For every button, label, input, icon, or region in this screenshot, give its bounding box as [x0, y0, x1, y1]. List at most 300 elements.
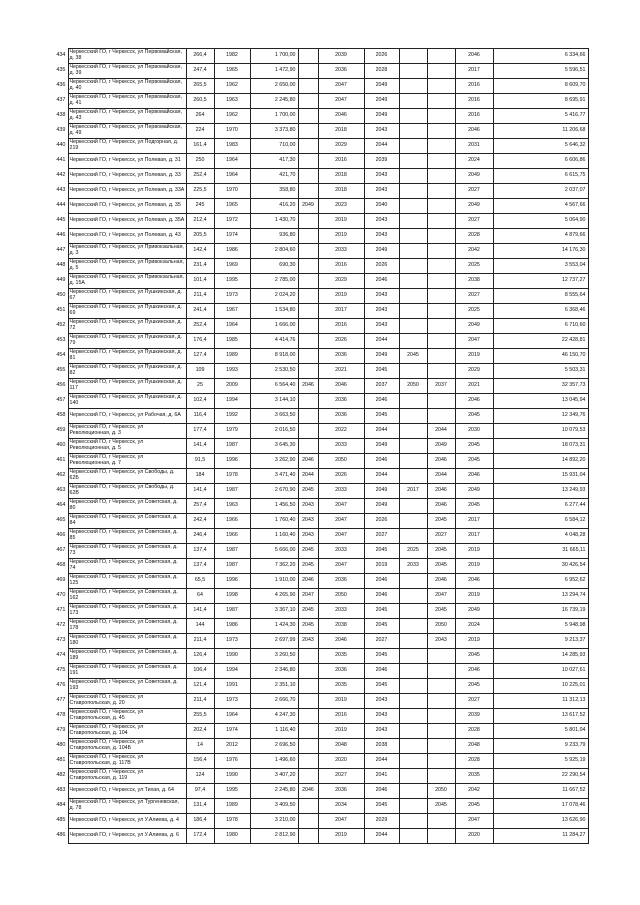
- period-5-cell: [427, 394, 455, 409]
- area-cell: 65,5: [186, 574, 214, 589]
- period-1-cell: 2045: [298, 559, 318, 574]
- address-cell: Черкесский ГО, г Черкесск, ул Полевая, д. 33А: [68, 184, 186, 199]
- total-cell: 11 284,27: [493, 829, 588, 844]
- address-cell: Черкесский ГО, г Черкесск, ул Пушкинская, д. 72: [68, 319, 186, 334]
- period-1-cell: [298, 739, 318, 754]
- total-cell: 3 553,04: [493, 259, 588, 274]
- period-3-cell: 2043: [364, 304, 399, 319]
- total-cell: 14 892,20: [493, 454, 588, 469]
- period-4-cell: [399, 694, 427, 709]
- year-built-cell: 1964: [214, 154, 250, 169]
- period-1-cell: [298, 154, 318, 169]
- table-row: [54, 49, 588, 64]
- period-1-cell: [298, 709, 318, 724]
- total-cell: 46 150,70: [493, 349, 588, 364]
- cost-cell: 1 700,00: [250, 49, 298, 64]
- cost-cell: 2 650,00: [250, 79, 298, 94]
- period-5-cell: [427, 649, 455, 664]
- period-4-cell: [399, 634, 427, 649]
- period-1-cell: [298, 364, 318, 379]
- area-cell: 247,4: [186, 64, 214, 79]
- cost-cell: 690,30: [250, 259, 298, 274]
- period-6-cell: 2025: [455, 304, 493, 319]
- address-cell: Черкесский ГО, г Черкесск, ул Первомайская, д. 43: [68, 109, 186, 124]
- period-2-cell: 2018: [318, 124, 364, 139]
- cost-cell: 2 670,90: [250, 484, 298, 499]
- row-number: 439: [56, 127, 66, 134]
- period-1-cell: [298, 799, 318, 814]
- period-1-cell: [298, 319, 318, 334]
- year-built-cell: 1962: [214, 109, 250, 124]
- period-4-cell: [399, 739, 427, 754]
- area-cell: 255,5: [186, 709, 214, 724]
- total-cell: 12 737,27: [493, 274, 588, 289]
- row-number: 464: [56, 502, 66, 509]
- period-5-cell: [427, 664, 455, 679]
- table-row: [54, 409, 588, 424]
- row-number: 452: [56, 322, 66, 329]
- row-number: 437: [56, 97, 66, 104]
- table-row: [54, 634, 588, 649]
- period-5-cell: 2037: [427, 379, 455, 394]
- address-cell: Черкесский ГО, г Черкесск, ул Ставропольская, д. 104: [68, 724, 186, 739]
- period-3-cell: 2045: [364, 544, 399, 559]
- period-5-cell: 2044: [427, 469, 455, 484]
- period-3-cell: 2046: [364, 574, 399, 589]
- period-2-cell: 2036: [318, 64, 364, 79]
- period-2-cell: 2035: [318, 679, 364, 694]
- area-cell: 212,4: [186, 214, 214, 229]
- cost-cell: 416,20: [250, 199, 298, 214]
- period-5-cell: 2027: [427, 529, 455, 544]
- year-built-cell: 1987: [214, 439, 250, 454]
- area-cell: 184: [186, 469, 214, 484]
- period-3-cell: 2045: [364, 679, 399, 694]
- table-row: [54, 664, 588, 679]
- cost-cell: 3 409,50: [250, 799, 298, 814]
- total-cell: 6 952,62: [493, 574, 588, 589]
- period-4-cell: 2045: [399, 349, 427, 364]
- area-cell: 25: [186, 379, 214, 394]
- period-5-cell: [427, 184, 455, 199]
- period-6-cell: 2016: [455, 109, 493, 124]
- total-cell: 5 925,19: [493, 754, 588, 769]
- total-cell: 5 948,98: [493, 619, 588, 634]
- period-3-cell: 2045: [364, 649, 399, 664]
- period-4-cell: [399, 589, 427, 604]
- period-1-cell: [298, 754, 318, 769]
- address-cell: Черкесский ГО, г Черкесск, ул Первомайская, д. 41: [68, 94, 186, 109]
- period-1-cell: [298, 244, 318, 259]
- table-row: [54, 604, 588, 619]
- period-5-cell: [427, 229, 455, 244]
- period-6-cell: 2027: [455, 694, 493, 709]
- period-4-cell: 2017: [399, 484, 427, 499]
- table-row: [54, 574, 588, 589]
- row-number: 451: [56, 307, 66, 314]
- period-4-cell: [399, 274, 427, 289]
- row-number: 446: [56, 232, 66, 239]
- period-3-cell: 2026: [364, 514, 399, 529]
- period-2-cell: 2035: [318, 649, 364, 664]
- area-cell: 141,4: [186, 484, 214, 499]
- period-4-cell: [399, 424, 427, 439]
- period-4-cell: [399, 334, 427, 349]
- period-5-cell: 2045: [427, 514, 455, 529]
- table-row: [54, 379, 588, 394]
- period-1-cell: 2046: [298, 574, 318, 589]
- period-1-cell: [298, 214, 318, 229]
- table-row: [54, 334, 588, 349]
- cost-cell: 2 697,99: [250, 634, 298, 649]
- period-5-cell: [427, 274, 455, 289]
- period-5-cell: [427, 679, 455, 694]
- table-row: [54, 349, 588, 364]
- cost-cell: 2 696,50: [250, 739, 298, 754]
- year-built-cell: 1996: [214, 574, 250, 589]
- period-2-cell: 2022: [318, 424, 364, 439]
- year-built-cell: 1987: [214, 604, 250, 619]
- area-cell: 102,4: [186, 394, 214, 409]
- table-row: [54, 544, 588, 559]
- cost-cell: 358,80: [250, 184, 298, 199]
- period-2-cell: 2029: [318, 274, 364, 289]
- cost-cell: 1 116,40: [250, 724, 298, 739]
- area-cell: 211,4: [186, 634, 214, 649]
- period-2-cell: 2036: [318, 409, 364, 424]
- period-1-cell: [298, 409, 318, 424]
- period-3-cell: 2046: [364, 394, 399, 409]
- period-2-cell: 2036: [318, 784, 364, 799]
- period-4-cell: [399, 514, 427, 529]
- address-cell: Черкесский ГО, г Черкесск, ул Советская, д. 74: [68, 559, 186, 574]
- address-cell: Черкесский ГО, г Черкесск, ул Пушкинская, д. 69: [68, 304, 186, 319]
- period-3-cell: 2026: [364, 259, 399, 274]
- period-4-cell: [399, 229, 427, 244]
- row-number: 455: [56, 367, 66, 374]
- row-number: 477: [56, 697, 66, 704]
- period-4-cell: [399, 49, 427, 64]
- cost-cell: 3 407,20: [250, 769, 298, 784]
- period-5-cell: [427, 64, 455, 79]
- address-cell: Черкесский ГО, г Черкесск, ул Советская, д. 178: [68, 619, 186, 634]
- area-cell: 142,4: [186, 244, 214, 259]
- period-4-cell: [399, 784, 427, 799]
- year-built-cell: 1998: [214, 589, 250, 604]
- period-3-cell: 2043: [364, 724, 399, 739]
- period-3-cell: 2040: [364, 199, 399, 214]
- period-3-cell: 2046: [364, 454, 399, 469]
- period-5-cell: [427, 334, 455, 349]
- area-cell: 257,4: [186, 499, 214, 514]
- year-built-cell: 2012: [214, 739, 250, 754]
- year-built-cell: 1978: [214, 469, 250, 484]
- period-5-cell: [427, 409, 455, 424]
- area-cell: 14: [186, 739, 214, 754]
- period-3-cell: 2039: [364, 154, 399, 169]
- period-4-cell: [399, 439, 427, 454]
- total-cell: 17 078,46: [493, 799, 588, 814]
- row-number: 435: [56, 67, 66, 74]
- period-3-cell: 2049: [364, 439, 399, 454]
- period-3-cell: 2049: [364, 109, 399, 124]
- period-5-cell: [427, 244, 455, 259]
- address-cell: Черкесский ГО, г Черкесск, ул Советская, д. 84: [68, 514, 186, 529]
- cost-cell: 421,70: [250, 169, 298, 184]
- total-cell: 14 285,93: [493, 649, 588, 664]
- year-built-cell: 1966: [214, 529, 250, 544]
- area-cell: 141,4: [186, 604, 214, 619]
- period-2-cell: 2046: [318, 634, 364, 649]
- period-2-cell: 2047: [318, 559, 364, 574]
- period-6-cell: 2019: [455, 559, 493, 574]
- row-number: 454: [56, 352, 66, 359]
- period-4-cell: [399, 499, 427, 514]
- table-row: [54, 214, 588, 229]
- row-number: 470: [56, 592, 66, 599]
- period-4-cell: [399, 184, 427, 199]
- cost-cell: 5 666,00: [250, 544, 298, 559]
- area-cell: 211,4: [186, 694, 214, 709]
- total-cell: 13 626,90: [493, 814, 588, 829]
- table-row: [54, 394, 588, 409]
- year-built-cell: 1972: [214, 214, 250, 229]
- row-number: 444: [56, 202, 66, 209]
- period-2-cell: 2050: [318, 589, 364, 604]
- cost-cell: 1 424,30: [250, 619, 298, 634]
- period-4-cell: [399, 709, 427, 724]
- period-3-cell: 2043: [364, 169, 399, 184]
- period-2-cell: 2047: [318, 814, 364, 829]
- period-6-cell: 2039: [455, 709, 493, 724]
- period-3-cell: 2029: [364, 814, 399, 829]
- period-5-cell: [427, 364, 455, 379]
- period-1-cell: 2045: [298, 604, 318, 619]
- area-cell: 266,4: [186, 49, 214, 64]
- period-6-cell: 2031: [455, 139, 493, 154]
- period-3-cell: 2049: [364, 499, 399, 514]
- period-5-cell: [427, 829, 455, 844]
- table-row: [54, 199, 588, 214]
- table-row: [54, 79, 588, 94]
- table-row: [54, 94, 588, 109]
- table-row: [54, 154, 588, 169]
- address-cell: Черкесский ГО, г Черкесск, ул Ставропольская, д. 45: [68, 709, 186, 724]
- period-5-cell: [427, 289, 455, 304]
- cost-cell: 7 362,20: [250, 559, 298, 574]
- address-cell: Черкесский ГО, г Черкесск, ул Свободы, д. 62В: [68, 484, 186, 499]
- row-number: 453: [56, 337, 66, 344]
- period-1-cell: [298, 274, 318, 289]
- period-5-cell: 2045: [427, 559, 455, 574]
- year-built-cell: 1970: [214, 184, 250, 199]
- period-3-cell: 2044: [364, 334, 399, 349]
- year-built-cell: 1987: [214, 544, 250, 559]
- year-built-cell: 1994: [214, 664, 250, 679]
- table-body: [54, 49, 588, 844]
- period-5-cell: [427, 94, 455, 109]
- table-row: [54, 139, 588, 154]
- area-cell: 225,5: [186, 184, 214, 199]
- area-cell: 144: [186, 619, 214, 634]
- area-cell: 252,4: [186, 319, 214, 334]
- year-built-cell: 1979: [214, 424, 250, 439]
- row-number: 441: [56, 157, 66, 164]
- year-built-cell: 1978: [214, 814, 250, 829]
- table-row: [54, 799, 588, 814]
- area-cell: 91,5: [186, 454, 214, 469]
- period-2-cell: 2016: [318, 709, 364, 724]
- period-6-cell: 2030: [455, 424, 493, 439]
- period-2-cell: 2019: [318, 829, 364, 844]
- period-1-cell: [298, 394, 318, 409]
- period-6-cell: 2047: [455, 334, 493, 349]
- address-cell: Черкесский ГО, г Черкесск, ул Пушкинская, д. 117: [68, 379, 186, 394]
- period-5-cell: 2046: [427, 484, 455, 499]
- period-5-cell: 2043: [427, 634, 455, 649]
- period-6-cell: 2045: [455, 799, 493, 814]
- row-number: 483: [56, 787, 66, 794]
- row-number: 459: [56, 427, 66, 434]
- period-4-cell: [399, 154, 427, 169]
- period-1-cell: 2046: [298, 784, 318, 799]
- period-1-cell: [298, 694, 318, 709]
- address-cell: Черкесский ГО, г Черкесск, ул Первомайская, д. 39: [68, 64, 186, 79]
- cost-cell: 1 430,70: [250, 214, 298, 229]
- period-5-cell: 2045: [427, 544, 455, 559]
- period-4-cell: [399, 604, 427, 619]
- period-3-cell: 2019: [364, 559, 399, 574]
- period-4-cell: [399, 64, 427, 79]
- period-6-cell: 2020: [455, 829, 493, 844]
- year-built-cell: 1973: [214, 289, 250, 304]
- address-cell: Черкесский ГО, г Черкесск, ул Советская, д. 173: [68, 604, 186, 619]
- period-6-cell: 2045: [455, 649, 493, 664]
- area-cell: 205,5: [186, 229, 214, 244]
- year-built-cell: 1994: [214, 394, 250, 409]
- year-built-cell: 1974: [214, 724, 250, 739]
- period-5-cell: 2046: [427, 499, 455, 514]
- period-5-cell: [427, 49, 455, 64]
- address-cell: Черкесский ГО, г Черкесск, ул Пушкинская, д. 82: [68, 364, 186, 379]
- period-4-cell: [399, 469, 427, 484]
- row-number: 478: [56, 712, 66, 719]
- area-cell: 176,4: [186, 334, 214, 349]
- address-cell: Черкесский ГО, г Черкесск, ул Революционная, д. 5: [68, 439, 186, 454]
- cost-cell: 1 472,90: [250, 64, 298, 79]
- period-6-cell: 2047: [455, 814, 493, 829]
- period-4-cell: 2050: [399, 379, 427, 394]
- area-cell: 101,4: [186, 274, 214, 289]
- year-built-cell: 1982: [214, 49, 250, 64]
- cost-cell: 1 534,80: [250, 304, 298, 319]
- period-3-cell: 2027: [364, 529, 399, 544]
- cost-cell: 1 910,00: [250, 574, 298, 589]
- year-built-cell: 1995: [214, 784, 250, 799]
- period-5-cell: [427, 694, 455, 709]
- table-row: [54, 304, 588, 319]
- period-3-cell: 2046: [364, 784, 399, 799]
- row-number: 458: [56, 412, 66, 419]
- row-number: 450: [56, 292, 66, 299]
- period-6-cell: 2049: [455, 604, 493, 619]
- total-cell: 6 615,75: [493, 169, 588, 184]
- total-cell: 32 357,73: [493, 379, 588, 394]
- period-6-cell: 2027: [455, 289, 493, 304]
- period-3-cell: 2044: [364, 829, 399, 844]
- period-3-cell: 2041: [364, 769, 399, 784]
- period-4-cell: [399, 79, 427, 94]
- period-4-cell: [399, 724, 427, 739]
- address-cell: Черкесский ГО, г Черкесск, ул Революционная, д. 3: [68, 424, 186, 439]
- cost-cell: 1 496,60: [250, 754, 298, 769]
- period-2-cell: 2036: [318, 394, 364, 409]
- row-number: 465: [56, 517, 66, 524]
- cost-cell: 3 260,50: [250, 649, 298, 664]
- period-1-cell: [298, 664, 318, 679]
- period-5-cell: [427, 739, 455, 754]
- period-3-cell: 2049: [364, 79, 399, 94]
- period-1-cell: [298, 334, 318, 349]
- row-number: 486: [56, 832, 66, 839]
- year-built-cell: 1965: [214, 199, 250, 214]
- period-3-cell: 2049: [364, 244, 399, 259]
- table-row: [54, 589, 588, 604]
- period-4-cell: [399, 169, 427, 184]
- total-cell: 13 294,74: [493, 589, 588, 604]
- period-2-cell: 2033: [318, 244, 364, 259]
- period-2-cell: 2019: [318, 229, 364, 244]
- address-cell: Черкесский ГО, г Черкесск, ул Ставропольская, д. 117В: [68, 754, 186, 769]
- year-built-cell: 1964: [214, 709, 250, 724]
- period-2-cell: 2019: [318, 724, 364, 739]
- period-3-cell: 2038: [364, 739, 399, 754]
- period-5-cell: 2045: [427, 799, 455, 814]
- area-cell: 97,4: [186, 784, 214, 799]
- period-2-cell: 2027: [318, 769, 364, 784]
- period-5-cell: 2045: [427, 604, 455, 619]
- row-number: 457: [56, 397, 66, 404]
- period-4-cell: [399, 319, 427, 334]
- period-4-cell: [399, 574, 427, 589]
- row-number: 475: [56, 667, 66, 674]
- year-built-cell: 1963: [214, 94, 250, 109]
- period-5-cell: [427, 169, 455, 184]
- period-2-cell: 2039: [318, 49, 364, 64]
- period-5-cell: [427, 724, 455, 739]
- total-cell: 6 606,86: [493, 154, 588, 169]
- period-3-cell: 2046: [364, 274, 399, 289]
- total-cell: 4 879,66: [493, 229, 588, 244]
- total-cell: 6 368,46: [493, 304, 588, 319]
- year-built-cell: 1965: [214, 64, 250, 79]
- period-2-cell: 2048: [318, 739, 364, 754]
- row-number: 463: [56, 487, 66, 494]
- period-6-cell: 2019: [455, 349, 493, 364]
- period-6-cell: 2046: [455, 394, 493, 409]
- period-1-cell: [298, 349, 318, 364]
- total-cell: 8 609,70: [493, 79, 588, 94]
- period-2-cell: 2038: [318, 619, 364, 634]
- area-cell: 186,4: [186, 814, 214, 829]
- period-5-cell: [427, 109, 455, 124]
- period-6-cell: 2049: [455, 319, 493, 334]
- period-4-cell: [399, 799, 427, 814]
- total-cell: 30 426,54: [493, 559, 588, 574]
- period-6-cell: 2046: [455, 124, 493, 139]
- cost-cell: 1 160,40: [250, 529, 298, 544]
- table-row: [54, 484, 588, 499]
